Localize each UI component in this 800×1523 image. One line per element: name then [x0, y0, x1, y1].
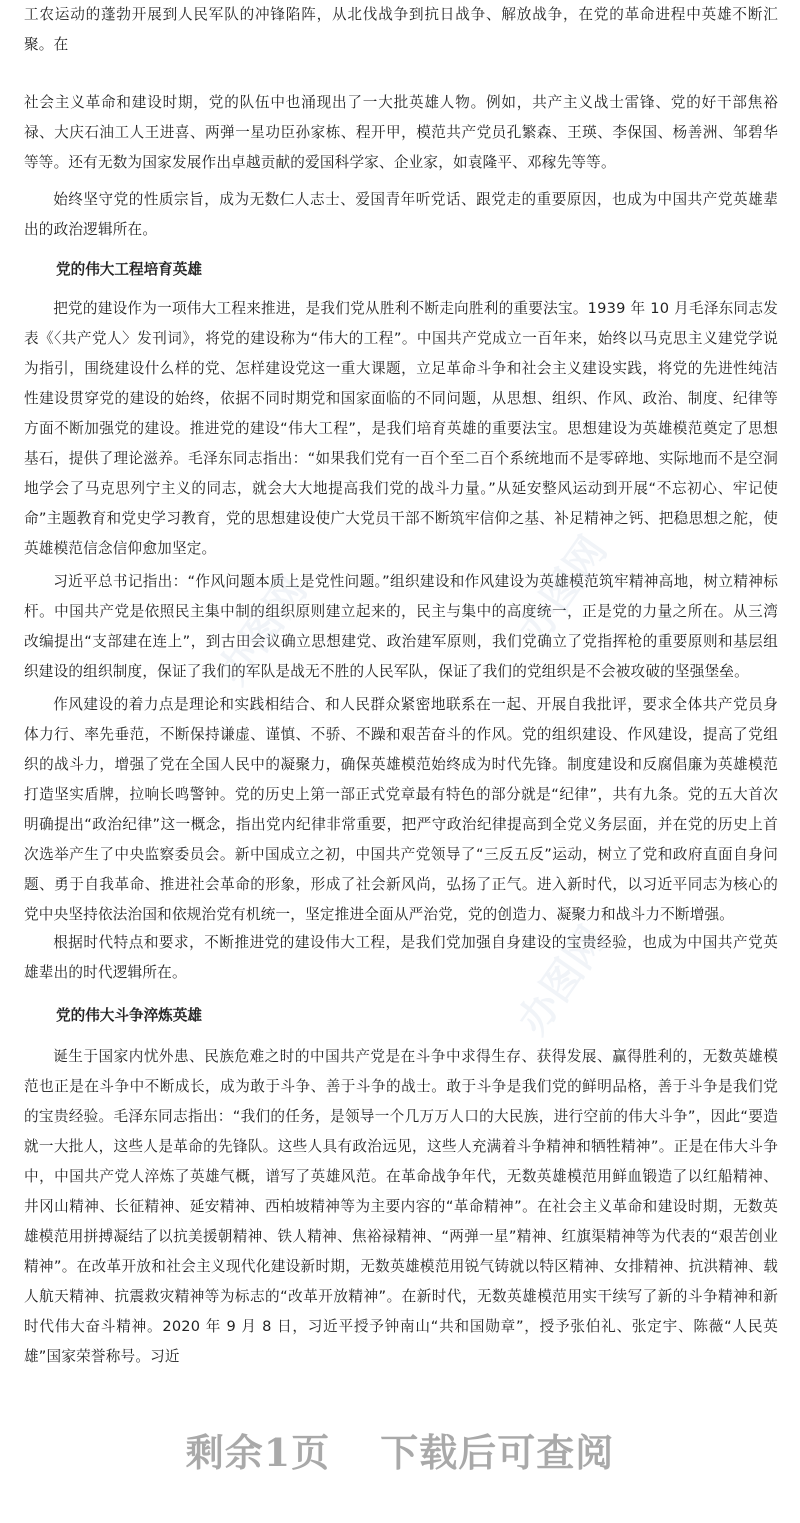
paragraph: 把党的建设作为一项伟大工程来推进，是我们党从胜利不断走向胜利的重要法宝。1939 年 10 月毛泽东同志发表《〈共产党人〉发刊词》，将党的建设称为“伟大的工程”。中国共产党成立一百年来，始终以马克思主义建党学说为指引，围绕建设什么样的党、怎样建设党这一重大课题，立足革命斗争和社会主义建设实践，将党的先进性纯洁性建设贯穿党的建设的始终，依据不同时期党和国家面临的不同问题，从思想、组织、作风、政治、制度、纪律等方面不断加强党的建设。推进党的建设“伟大工程”，是我们培育英雄的重要法宝。思想建设为英雄模范奠定了思想基石，提供了理论滋养。毛泽东同志指出：“如果我们党有一百个至二百个系统地而不是零碎地、实际地而不是空洞地学会了马克思列宁主义的同志，就会大大地提高我们党的战斗力量。”从延安整风运动到开展“不忘初心、牢记使命”主题教育和党史学习教育，党的思想建设使广大党员干部不断筑牢信仰之基、补足精神之钙、把稳思想之舵，使英雄模范信念信仰愈加坚定。 — [24, 300, 778, 557]
watermark: 办图网 — [509, 918, 617, 1043]
paragraph: 始终坚守党的性质宗旨，成为无数仁人志士、爱国青年听党话、跟党走的重要原因，也成为中国共产党英雄辈出的政治逻辑所在。 — [24, 191, 778, 238]
paragraph: 习近平总书记指出：“作风问题本质上是党性问题。”组织建设和作风建设为英雄模范筑牢精神高地，树立精神标杆。中国共产党是依照民主集中制的组织原则建立起来的，民主与集中的高度统一，正是党的力量之所在。从三湾改编提出“支部建在连上”，到古田会议确立思想建党、政治建军原则，我们党确立了党指挥枪的重要原则和基层组织建设的组织制度，保证了我们的军队是战无不胜的人民军队，保证了我们的党组织是不会被攻破的坚强堡垒。 — [24, 573, 778, 680]
remaining-pages-label: 剩余1页 — [185, 1430, 331, 1475]
watermark: 办图网 — [209, 568, 317, 693]
paragraph: 根据时代特点和要求，不断推进党的建设伟大工程，是我们党加强自身建设的宝贵经验，也成为中国共产党英雄辈出的时代逻辑所在。 — [24, 934, 778, 981]
paragraph: 诞生于国家内忧外患、民族危难之时的中国共产党是在斗争中求得生存、获得发展、赢得胜利的，无数英雄模范也正是在斗争中不断成长，成为敢于斗争、善于斗争的战士。敢于斗争是我们党的鲜明品格，善于斗争是我们党的宝贵经验。毛泽东同志指出：“我们的任务，是领导一个几万万人口的大民族，进行空前的伟大斗争”，因此“要造就一大批人，这些人是革命的先锋队。这些人具有政治远见，这些人充满着斗争精神和牺牲精神”。正是在伟大斗争中，中国共产党人淬炼了英雄气概，谱写了英雄风范。在革命战争年代，无数英雄模范用鲜血锻造了以红船精神、井冈山精神、长征精神、延安精神、西柏坡精神等为主要内容的“革命精神”。在社会主义革命和建设时期，无数英雄模范用拼搏凝结了以抗美援朝精神、铁人精神、焦裕禄精神、“两弹一星”精神、红旗渠精神等为代表的“艰苦创业精神”。在改革开放和社会主义现代化建设新时期，无数英雄模范用锐气铸就以特区精神、女排精神、抗洪精神、载人航天精神、抗震救灾精神等为标志的“改革开放精神”。在新时代，无数英雄模范用实干续写了新的斗争精神和新时代伟大奋斗精神。2020 年 9 月 8 日，习近平授予钟南山“共和国勋章”，授予张伯礼、张定宇、陈薇“人民英雄”国家荣誉称号。习近 — [24, 1048, 778, 1365]
section-heading-great-struggle: 党的伟大斗争淬炼英雄 — [56, 1007, 202, 1024]
download-to-view-label: 下载后可查阅 — [380, 1430, 615, 1475]
paragraph: 作风建设的着力点是理论和实践相结合、和人民群众紧密地联系在一起、开展自我批评，要求全体共产党员身体力行、率先垂范，不断保持谦虚、谨慎、不骄、不躁和艰苦奋斗的作风。党的组织建设、作风建设，提高了党组织的战斗力，增强了党在全国人民中的凝聚力，确保英雄模范始终成为时代先锋。制度建设和反腐倡廉为英雄模范打造坚实盾牌，拉响长鸣警钟。党的历史上第一部正式党章最有特色的部分就是“纪律”，共有九条。党的五大首次明确提出“政治纪律”这一概念，指出党内纪律非常重要，把严守政治纪律提高到全党义务层面，并在党的历史上首次选举产生了中央监察委员会。新中国成立之初，中国共产党领导了“三反五反”运动，树立了党和政府直面自身问题、勇于自我革命、推进社会革命的形象，形成了社会新风尚，弘扬了正气。进入新时代，以习近平同志为核心的党中央坚持依法治国和依规治党有机统一，坚定推进全面从严治党，党的创造力、凝聚力和战斗力不断增强。 — [24, 696, 778, 923]
watermark: 办图网 — [509, 528, 617, 653]
paragraph: 社会主义革命和建设时期，党的队伍中也涌现出了一大批英雄人物。例如，共产主义战士雷锋、党的好干部焦裕禄、大庆石油工人王进喜、两弹一星功臣孙家栋、程开甲，模范共产党员孔繁森、王瑛、李保国、杨善洲、邹碧华等等。还有无数为国家发展作出卓越贡献的爱国科学家、企业家，如袁隆平、邓稼先等等。 — [24, 94, 778, 171]
section-heading-great-project: 党的伟大工程培育英雄 — [56, 261, 202, 278]
paragraph: 工农运动的蓬勃开展到人民军队的冲锋陷阵，从北伐战争到抗日战争、解放战争，在党的革命进程中英雄不断汇聚。在 — [24, 6, 778, 53]
download-prompt[interactable] — [0, 1422, 800, 1477]
